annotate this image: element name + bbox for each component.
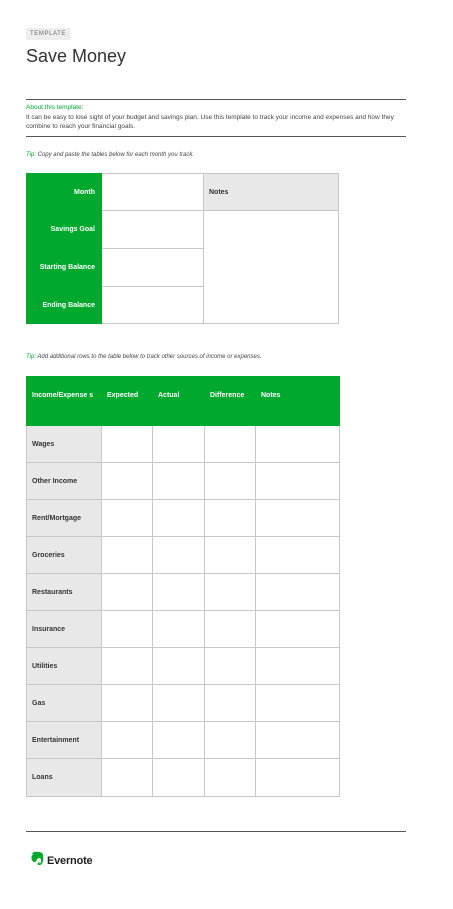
- table-row: [27, 463, 340, 500]
- table-row: [27, 685, 340, 722]
- expected-cell[interactable]: [102, 685, 153, 722]
- table-row: [27, 426, 340, 463]
- row-label: Wages: [27, 426, 102, 463]
- difference-cell[interactable]: [205, 574, 256, 611]
- about-heading: About this template:: [26, 104, 84, 111]
- table-row: [27, 648, 340, 685]
- header-actual: Actual: [153, 377, 205, 426]
- expected-cell[interactable]: [102, 500, 153, 537]
- actual-cell[interactable]: [153, 574, 205, 611]
- notes-cell[interactable]: [256, 537, 340, 574]
- expected-cell[interactable]: [102, 648, 153, 685]
- starting-balance-cell[interactable]: [102, 249, 204, 287]
- row-label: Other Income: [27, 463, 102, 500]
- month-cell[interactable]: [102, 174, 204, 211]
- expected-cell[interactable]: [102, 722, 153, 759]
- monthly-summary-table: [26, 173, 339, 324]
- table-row: [27, 500, 340, 537]
- difference-cell[interactable]: [205, 685, 256, 722]
- header-expected: Expected: [102, 377, 153, 426]
- notes-cell[interactable]: [204, 211, 339, 324]
- expected-cell[interactable]: [102, 759, 153, 797]
- ending-balance-cell[interactable]: [102, 287, 204, 324]
- notes-header: Notes: [204, 174, 339, 211]
- difference-cell[interactable]: [205, 648, 256, 685]
- difference-cell[interactable]: [205, 611, 256, 648]
- notes-cell[interactable]: [256, 463, 340, 500]
- actual-cell[interactable]: [153, 759, 205, 797]
- row-label: Rent/Mortgage: [27, 500, 102, 537]
- about-text: It can be easy to lose sight of your budget and savings plan. Use this template to track your income and expenses and how they combine to reach your financial goals.: [26, 114, 394, 130]
- starting-balance-label: Starting Balance: [27, 249, 102, 287]
- divider-top: [26, 99, 406, 100]
- row-label: Insurance: [27, 611, 102, 648]
- page-title: Save Money: [26, 46, 127, 66]
- header-notes: Notes: [256, 377, 340, 426]
- tip-text: Copy and paste the tables below for each month you track.: [35, 152, 195, 158]
- expected-cell[interactable]: [102, 611, 153, 648]
- notes-cell[interactable]: [256, 685, 340, 722]
- actual-cell[interactable]: [153, 648, 205, 685]
- notes-cell[interactable]: [256, 426, 340, 463]
- row-label: Gas: [27, 685, 102, 722]
- table-row: [27, 537, 340, 574]
- income-expense-table: [26, 376, 340, 797]
- difference-cell[interactable]: [205, 500, 256, 537]
- divider-footer: [26, 831, 406, 832]
- template-tag: TEMPLATE: [26, 28, 70, 40]
- difference-cell[interactable]: [205, 759, 256, 797]
- difference-cell[interactable]: [205, 463, 256, 500]
- expected-cell[interactable]: [102, 537, 153, 574]
- tip-text: Add additional rows to the table below to track other sources of income or expenses.: [35, 354, 262, 360]
- actual-cell[interactable]: [153, 537, 205, 574]
- notes-cell[interactable]: [256, 759, 340, 797]
- header-income-expenses: Income/Expense s: [27, 377, 102, 426]
- table-row: [27, 759, 340, 797]
- tip-label: Tip:: [26, 152, 36, 158]
- divider-about: [26, 136, 406, 137]
- notes-cell[interactable]: [256, 574, 340, 611]
- notes-cell[interactable]: [256, 648, 340, 685]
- tip-label: Tip:: [26, 354, 36, 360]
- brand-name: Evernote: [47, 855, 93, 867]
- notes-cell[interactable]: [256, 722, 340, 759]
- row-label: Groceries: [27, 537, 102, 574]
- expected-cell[interactable]: [102, 574, 153, 611]
- row-label: Utilities: [27, 648, 102, 685]
- expected-cell[interactable]: [102, 426, 153, 463]
- actual-cell[interactable]: [153, 722, 205, 759]
- difference-cell[interactable]: [205, 426, 256, 463]
- row-label: Loans: [27, 759, 102, 797]
- evernote-logo: [31, 851, 92, 871]
- actual-cell[interactable]: [153, 611, 205, 648]
- tip-add-rows: [26, 354, 262, 360]
- notes-cell[interactable]: [256, 611, 340, 648]
- actual-cell[interactable]: [153, 426, 205, 463]
- table-row: [27, 722, 340, 759]
- header-difference: Difference: [205, 377, 256, 426]
- row-label: Restaurants: [27, 574, 102, 611]
- table-row: [27, 574, 340, 611]
- elephant-icon: [31, 851, 44, 871]
- actual-cell[interactable]: [153, 685, 205, 722]
- actual-cell[interactable]: [153, 500, 205, 537]
- tip-copy-tables: [26, 152, 194, 158]
- table-row: [27, 611, 340, 648]
- difference-cell[interactable]: [205, 537, 256, 574]
- actual-cell[interactable]: [153, 463, 205, 500]
- savings-goal-cell[interactable]: [102, 211, 204, 249]
- notes-cell[interactable]: [256, 500, 340, 537]
- savings-goal-label: Savings Goal: [27, 211, 102, 249]
- ending-balance-label: Ending Balance: [27, 287, 102, 324]
- month-label: Month: [27, 174, 102, 211]
- expected-cell[interactable]: [102, 463, 153, 500]
- row-label: Entertainment: [27, 722, 102, 759]
- difference-cell[interactable]: [205, 722, 256, 759]
